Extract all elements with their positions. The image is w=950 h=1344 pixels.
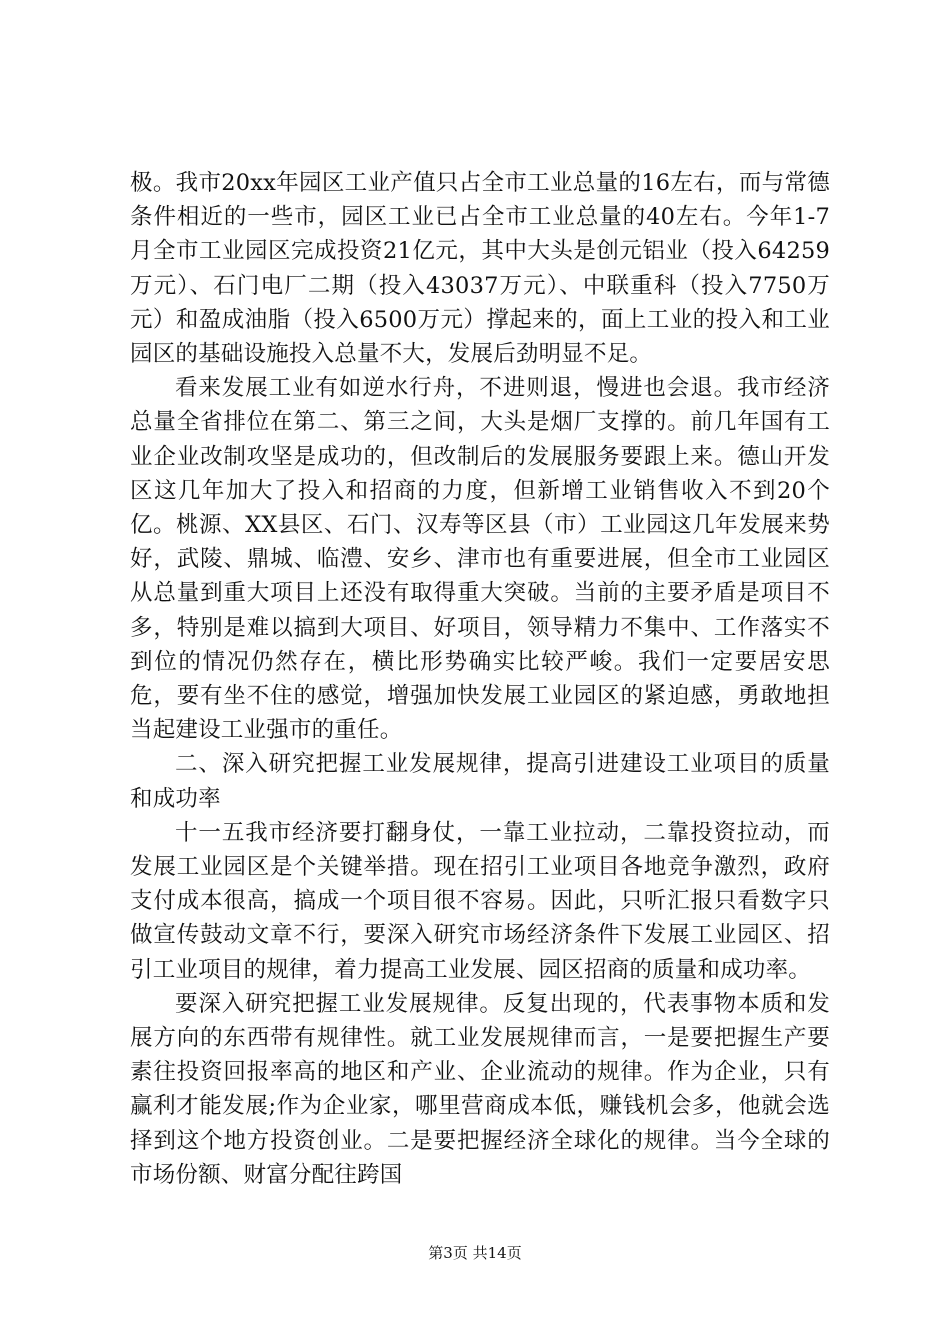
paragraph-industrial-laws: 要深入研究把握工业发展规律。反复出现的，代表事物本质和发展方向的东西带有规律性。就工业发展规律而言，一是要把握生产要素往投资回报率高的地区和产业、企业流动的规律。作为企业，只有赢利才能发展;作为企业家，哪里营商成本低，赚钱机会多，他就会选择到这个地方投资创业。二是要把握经济全球化的规律。当今全球的市场份额、财富分配往跨国 — [130, 990, 830, 1188]
paragraph-continuation: 极。我市20xx年园区工业产值只占全市工业总量的16左右，而与常德条件相近的一些市，园区工业已占全市工业总量的40左右。今年1-7月全市工业园区完成投资21亿元，其中大头是创元铝业（投入64259万元）、石门电厂二期（投入43037万元）、中联重科（投入7750万元）和盈成油脂（投入6500万元）撑起来的，面上工业的投入和工业园区的基础设施投入总量不大，发展后劲明显不足。 — [130, 170, 830, 368]
paragraph-eleventh-five-year: 十一五我市经济要打翻身仗，一靠工业拉动，二靠投资拉动，而发展工业园区是个关键举措。现在招引工业项目各地竞争激烈，政府支付成本很高，搞成一个项目很不容易。因此，只听汇报只看数字只做宣传鼓动文章不行，要深入研究市场经济条件下发展工业园区、招引工业项目的规律，着力提高工业发展、园区招商的质量和成功率。 — [130, 819, 830, 983]
paragraph-development-situation: 看来发展工业有如逆水行舟，不进则退，慢进也会退。我市经济总量全省排位在第二、第三之间，大头是烟厂支撑的。前几年国有工业企业改制攻坚是成功的，但改制后的发展服务要跟上来。德山开发区这几年加大了投入和招商的力度，但新增工业销售收入不到20个亿。桃源、XX县区、石门、汉寿等区县（市）工业园这几年发展来势好，武陵、鼎城、临澧、安乡、津市也有重要进展，但全市工业园区从总量到重大项目上还没有取得重大突破。当前的主要矛盾是项目不多，特别是难以搞到大项目、好项目，领导精力不集中、工作落实不到位的情况仍然存在，横比形势确实比较严峻。我们一定要居安思危，要有坐不住的感觉，增强加快发展工业园区的紧迫感，勇敢地担当起建设工业强市的重任。 — [130, 375, 830, 744]
section-heading-two: 二、深入研究把握工业发展规律，提高引进建设工业项目的质量和成功率 — [130, 751, 830, 812]
page-number-footer: 第3页 共14页 — [428, 1244, 522, 1262]
document-body — [130, 166, 830, 1192]
